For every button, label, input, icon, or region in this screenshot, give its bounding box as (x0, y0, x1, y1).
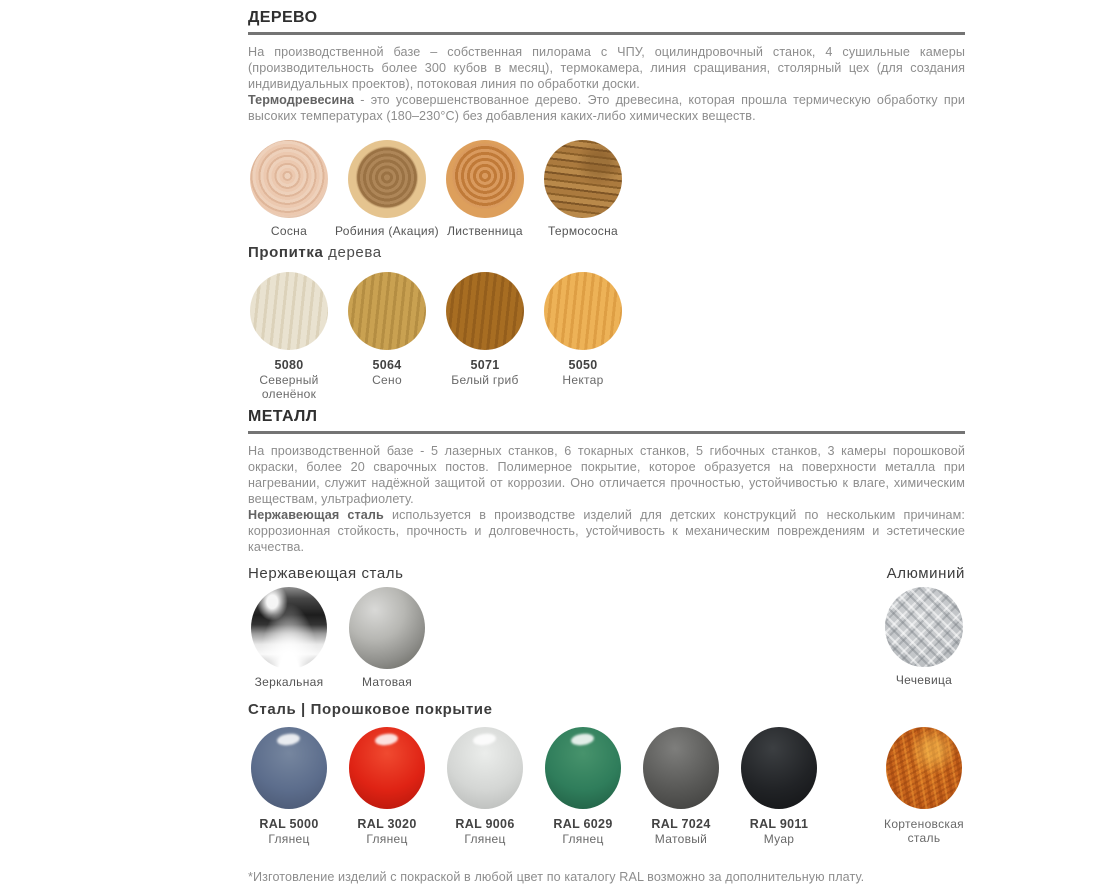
corten-steel-item (875, 727, 973, 846)
corten-steel-name: Кортеновская сталь (884, 817, 964, 845)
impregnation-title (248, 244, 965, 262)
wood-species-label: Лиственница (447, 224, 523, 238)
wood-species-label: Термососна (547, 224, 619, 238)
metal-intro-paragraph: На производственной базе - 5 лазерных станков, 6 токарных станков, 5 гибочных станков, 3 камеры порошковой окраски, более 20 сварочных постов. Полимерное покрытие, которое образуется на поверхности металла при нагревании, служит надёжной защитой от коррозии. Оно отличается прочностью, устойчивостью к влаге, химическим веществам, ультрафиолету. (248, 444, 965, 506)
impregnation-name: Белый гриб (451, 373, 519, 387)
powder-code: RAL 6029 (553, 817, 613, 831)
thermowood-paragraph (248, 92, 965, 124)
ral9011-sphere-swatch (741, 727, 817, 809)
matte-steel-sphere-swatch (349, 587, 425, 669)
ral-footnote: *Изготовление изделий с покраской в любой цвет по каталогу RAL возможно за дополнительную плату. (248, 870, 865, 884)
thermowood-text: - это усовершенствованное дерево. Это древесина, которая прошла термическую обработку при высоких температурах (180–230°С) без добавления каких-либо химических веществ. (248, 93, 965, 123)
wood-species-thermopine (534, 140, 632, 238)
metal-section-title: МЕТАЛЛ (248, 408, 318, 425)
powder-finish: Глянец (268, 832, 310, 846)
robinia-cross-section-swatch (348, 140, 426, 218)
wood-section-title: ДЕРЕВО (248, 9, 318, 26)
impregnation-item-5050 (534, 272, 632, 401)
powder-code: RAL 7024 (651, 817, 711, 831)
powder-item-ral6029 (534, 727, 632, 846)
impregnation-row (240, 272, 973, 401)
larch-cross-section-swatch (446, 140, 524, 218)
powder-finish: Глянец (562, 832, 604, 846)
wood-section-divider (248, 32, 965, 35)
powder-item-ral3020 (338, 727, 436, 846)
impregnation-code: 5071 (470, 358, 500, 372)
powder-item-ral9006 (436, 727, 534, 846)
powder-code: RAL 9011 (749, 817, 809, 831)
impregnation-swatch-5064 (348, 272, 426, 350)
stainless-title: Нержавеющая сталь (248, 565, 404, 582)
diamond-plate-swatch (885, 587, 963, 667)
impregnation-title-word1: Пропитка (248, 244, 324, 261)
wood-species-robinia (335, 140, 439, 238)
ral6029-sphere-swatch (545, 727, 621, 809)
impregnation-swatch-5050 (544, 272, 622, 350)
stainless-paragraph (248, 507, 965, 555)
thermowood-lead: Термодревесина (248, 93, 355, 107)
mirror-steel-sphere-swatch (251, 587, 327, 669)
impregnation-swatch-5080 (250, 272, 328, 350)
powder-code: RAL 3020 (357, 817, 417, 831)
wood-species-row (240, 140, 973, 238)
stainless-aluminum-header (248, 565, 965, 583)
powder-finish: Глянец (366, 832, 408, 846)
powder-finish: Матовый (654, 832, 708, 846)
stainless-matte-item (338, 587, 436, 689)
metal-section-divider (248, 431, 965, 434)
ral7024-sphere-swatch (643, 727, 719, 809)
powder-finish: Глянец (464, 832, 506, 846)
wood-intro-paragraph: На производственной базе – собственная пилорама с ЧПУ, оцилиндровочный станок, 4 сушильные камеры (производительность более 300 кубов в месяц), термокамера, линия сращивания, столярный цех (для создания индивидуальных проектов), потоковая линия по обработки доски. (248, 45, 965, 91)
stainless-row (240, 587, 973, 689)
pine-cross-section-swatch (250, 140, 328, 218)
wood-species-pine (240, 140, 338, 238)
wood-species-label: Робиния (Акация) (335, 224, 439, 238)
ral5000-sphere-swatch (251, 727, 327, 809)
catalog-page (248, 10, 965, 884)
powder-coating-title: Сталь | Порошковое покрытие (248, 701, 493, 718)
powder-item-ral9011 (730, 727, 828, 846)
impregnation-title-word2: дерева (328, 244, 382, 261)
impregnation-item-5064 (338, 272, 436, 401)
aluminum-item (875, 587, 973, 689)
powder-code: RAL 5000 (259, 817, 319, 831)
wood-species-larch (436, 140, 534, 238)
thermo-pine-grain-swatch (544, 140, 622, 218)
aluminum-finish-label: Чечевица (895, 673, 953, 687)
stainless-text: используется в производстве изделий для детских конструкций по нескольким причинам: коррозионная стойкость, прочность и долговечность, устойчивость к механическим повреждениям и эстетические качества. (248, 508, 966, 554)
ral9006-sphere-swatch (447, 727, 523, 809)
impregnation-code: 5064 (372, 358, 402, 372)
powder-item-ral5000 (240, 727, 338, 846)
impregnation-code: 5080 (274, 358, 304, 372)
ral3020-sphere-swatch (349, 727, 425, 809)
stainless-mirror-item (240, 587, 338, 689)
impregnation-name: Нектар (562, 373, 604, 387)
stainless-lead: Нержавеющая сталь (248, 508, 384, 522)
powder-code: RAL 9006 (455, 817, 515, 831)
impregnation-item-5080 (240, 272, 338, 401)
stainless-finish-label: Зеркальная (254, 675, 324, 689)
impregnation-name: Северный оленёнок (259, 373, 319, 401)
aluminum-title: Алюминий (886, 565, 965, 582)
powder-finish: Муар (763, 832, 795, 846)
corten-steel-swatch (886, 727, 962, 809)
impregnation-name: Сено (372, 373, 402, 387)
wood-species-label: Сосна (270, 224, 308, 238)
impregnation-swatch-5071 (446, 272, 524, 350)
powder-item-ral7024 (632, 727, 730, 846)
stainless-finish-label: Матовая (361, 675, 413, 689)
impregnation-code: 5050 (568, 358, 598, 372)
impregnation-item-5071 (436, 272, 534, 401)
powder-coating-row (240, 727, 973, 846)
